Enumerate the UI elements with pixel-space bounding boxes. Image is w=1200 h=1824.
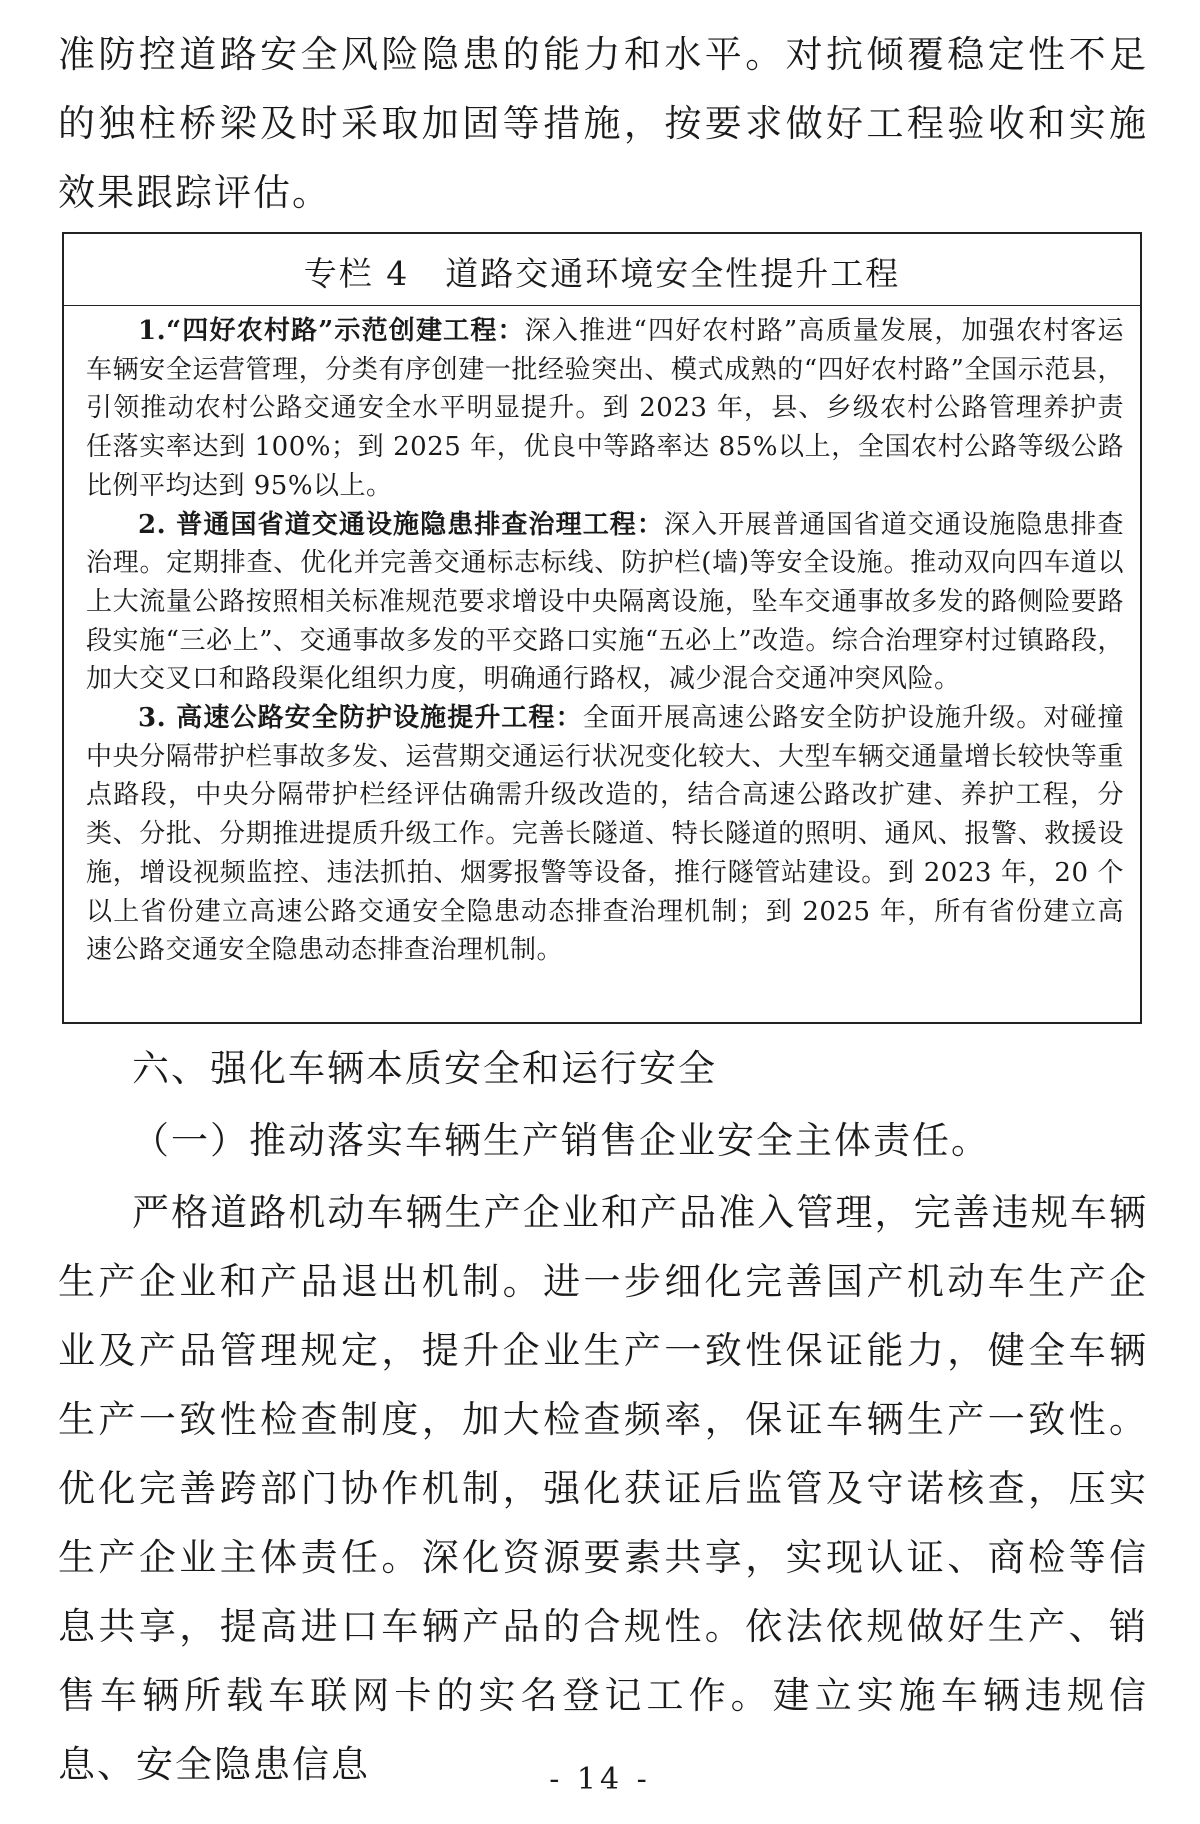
column-item-title: 3. 高速公路安全防护设施提升工程： xyxy=(138,703,583,734)
column-item xyxy=(86,699,1124,970)
column-box-body xyxy=(64,306,1140,970)
column-item-body: 深入推进“四好农村路”高质量发展，加强农村客运车辆安全运营管理，分类有序创建一批经验突出、模式成熟的“四好农村路”全国示范县，引领推动农村公路交通安全水平明显提升。到 2023 年，县、乡级农村公路管理养护责任落实率达到 100%；到 2025 年，优良中等路率达 85%以上，全国农村公路等级公路比例平均达到 95%以上。 xyxy=(86,316,1124,501)
column-item-body: 全面开展高速公路安全防护设施升级。对碰撞中央分隔带护栏事故多发、运营期交通运行状况变化较大、大型车辆交通量增长较快等重点路段，中央分隔带护栏经评估确需升级改造的，结合高速公路改扩建、养护工程，分类、分批、分期推进提质升级工作。完善长隧道、特长隧道的照明、通风、报警、救援设施，增设视频监控、违法抓拍、烟雾报警等设备，推行隧管站建设。到 2023 年，20 个以上省份建立高速公路交通安全隐患动态排查治理机制；到 2025 年，所有省份建立高速公路交通安全隐患动态排查治理机制。 xyxy=(86,703,1124,966)
column-box-header xyxy=(64,234,1140,306)
section-heading: 六、强化车辆本质安全和运行安全 xyxy=(132,1047,717,1090)
column-box xyxy=(62,232,1142,1024)
column-item-title: 2. 普通国省道交通设施隐患排查治理工程： xyxy=(138,509,664,540)
column-item xyxy=(86,506,1124,700)
column-item-body: 深入开展普通国省道交通设施隐患排查治理。定期排查、优化并完善交通标志标线、防护栏(墙)等安全设施。推动双向四车道以上大流量公路按照相关标准规范要求增设中央隔离设施，坠车交通事故多发的路侧险要路段实施“三必上”、交通事故多发的平交路口实施“五必上”改造。综合治理穿村过镇路段，加大交叉口和路段渠化组织力度，明确通行路权，减少混合交通冲突风险。 xyxy=(86,509,1124,695)
page-number: - 14 - xyxy=(549,1762,651,1797)
column-box-label: 专栏 4 xyxy=(303,254,410,293)
section-paragraph: 严格道路机动车辆生产企业和产品准入管理，完善违规车辆生产企业和产品退出机制。进一步细化完善国产机动车生产企业及产品管理规定，提升企业生产一致性保证能力，健全车辆生产一致性检查制度，加大检查频率，保证车辆生产一致性。优化完善跨部门协作机制，强化获证后监管及守诺核查，压实生产企业主体责任。深化资源要素共享，实现认证、商检等信息共享，提高进口车辆产品的合规性。依法依规做好生产、销售车辆所载车联网卡的实名登记工作。建立实施车辆违规信息、安全隐患信息 xyxy=(58,1191,1148,1786)
intro-paragraph: 准防控道路安全风险隐患的能力和水平。对抗倾覆稳定性不足的独柱桥梁及时采取加固等措施，按要求做好工程验收和实施效果跟踪评估。 xyxy=(58,33,1148,214)
column-item xyxy=(86,312,1124,506)
column-box-title: 道路交通环境安全性提升工程 xyxy=(445,254,901,293)
column-item-title: 1.“四好农村路”示范创建工程： xyxy=(138,316,525,346)
section-subheading: （一）推动落实车辆生产销售企业安全主体责任。 xyxy=(132,1119,990,1162)
